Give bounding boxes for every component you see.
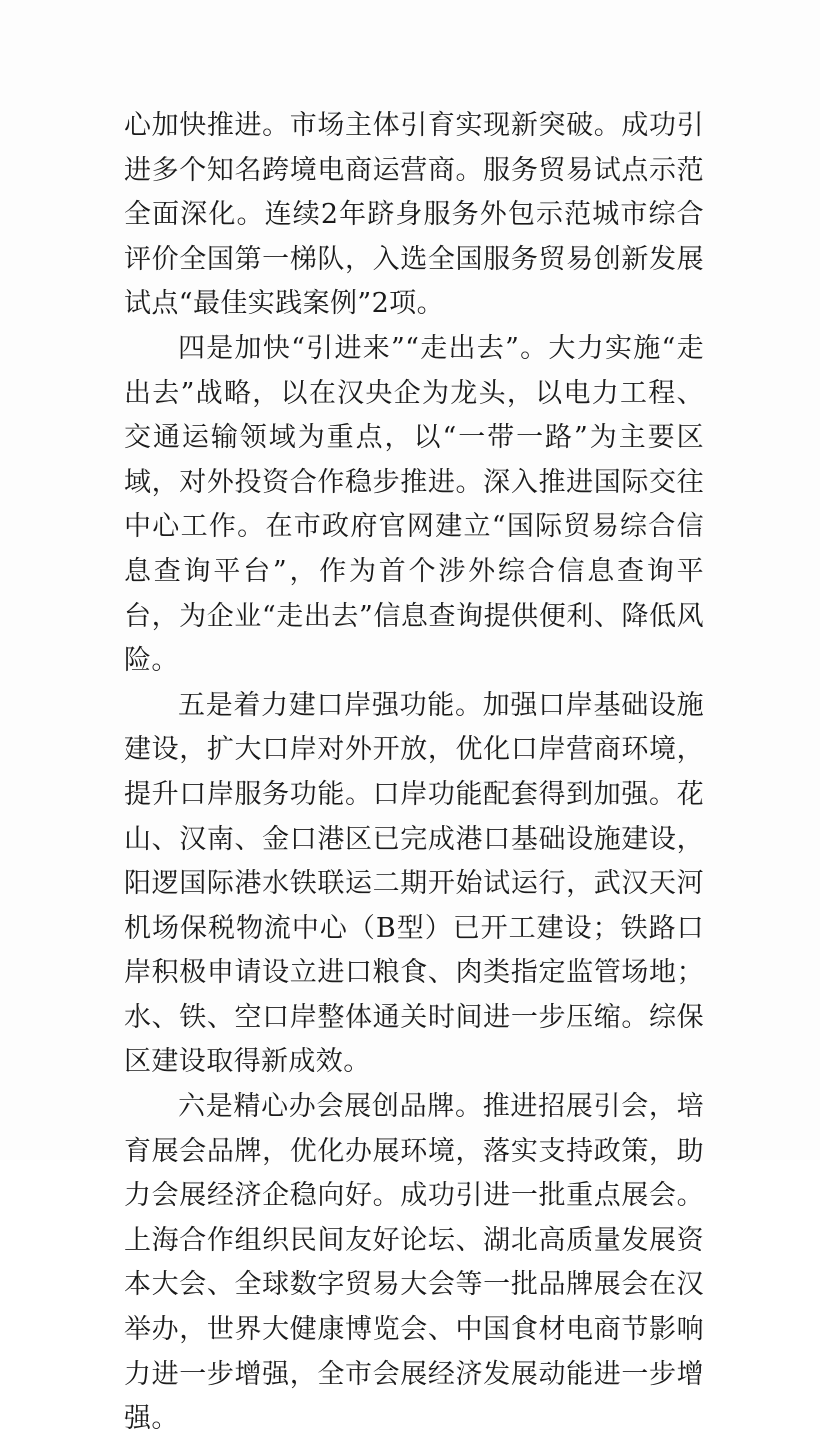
paragraph-six: 六是精心办会展创品牌。推进招展引会，培育展会品牌，优化办展环境，落实支持政策，助力会展经济企稳向好。成功引进一批重点展会。上海合作组织民间友好论坛、湖北高质量发展资本大会、全球数字贸易大会等一批品牌展会在汉举办，世界大健康博览会、中国食材电商节影响力进一步增强，全市会展经济发展动能进一步增强。 xyxy=(124,1091,704,1435)
document-body xyxy=(124,104,704,1442)
paragraph-continuation: 心加快推进。市场主体引育实现新突破。成功引进多个知名跨境电商运营商。服务贸易试点示范全面深化。连续2年跻身服务外包示范城市综合评价全国第一梯队，入选全国服务贸易创新发展试点“最佳实践案例”2项。 xyxy=(124,110,704,320)
paragraph-five: 五是着力建口岸强功能。加强口岸基础设施建设，扩大口岸对外开放，优化口岸营商环境，提升口岸服务功能。口岸功能配套得到加强。花山、汉南、金口港区已完成港口基础设施建设，阳逻国际港水铁联运二期开始试运行，武汉天河机场保税物流中心（B型）已开工建设；铁路口岸积极申请设立进口粮食、肉类指定监管场地；水、铁、空口岸整体通关时间进一步压缩。综保区建设取得新成效。 xyxy=(124,689,704,1078)
paragraph-four: 四是加快“引进来”“走出去”。大力实施“走出去”战略，以在汉央企为龙头，以电力工程、交通运输领域为重点，以“一带一路”为主要区域，对外投资合作稳步推进。深入推进国际交往中心工作。在市政府官网建立“国际贸易综合信息查询平台”，作为首个涉外综合信息查询平台，为企业“走出去”信息查询提供便利、降低风险。 xyxy=(124,332,704,677)
